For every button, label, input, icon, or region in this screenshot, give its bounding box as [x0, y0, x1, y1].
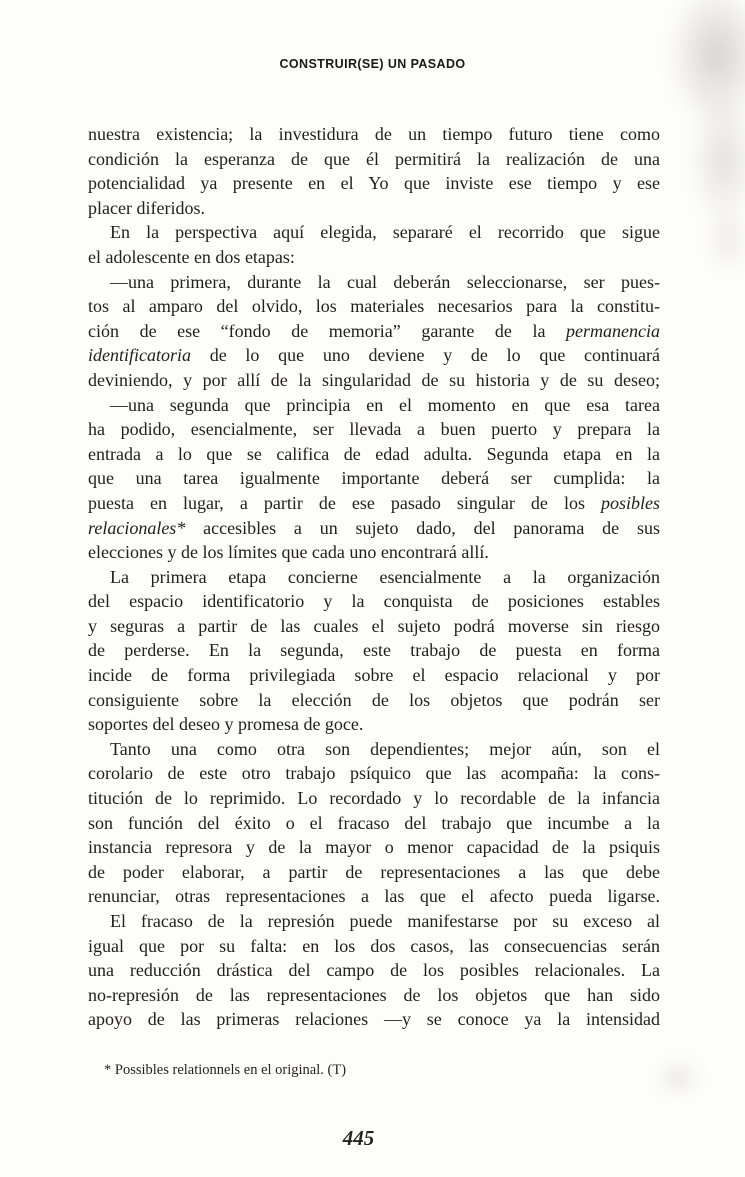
text-line	[88, 983, 660, 1008]
text-run: —una segunda que principia en el momento en que esa tarea	[110, 394, 660, 415]
text-line	[88, 368, 660, 393]
text-run: de lo que uno deviene y de lo que continuará	[191, 345, 660, 366]
text-run: elecciones y de los límites que cada uno encontrará allí.	[88, 542, 489, 563]
scan-artifact	[655, 1058, 701, 1098]
text-line	[88, 540, 660, 565]
text-run: En la perspectiva aquí elegida, separaré el recorrido que sigue	[110, 222, 660, 243]
scan-artifact	[689, 90, 745, 230]
text-run: nuestra existencia; la investidura de un tiempo futuro tiene como	[88, 124, 660, 144]
text-run: ha podido, esencialmente, ser llevada a buen puerto y prepara la	[88, 419, 660, 440]
text-line	[88, 688, 660, 713]
text-line	[88, 835, 660, 860]
text-run: potencialidad ya presente en el Yo que inviste ese tiempo y ese	[88, 173, 660, 194]
text-run: entrada a lo que se califica de edad adulta. Segunda etapa en la	[88, 443, 660, 464]
text-run: no-represión de las representaciones de los objetos que han sido	[88, 984, 660, 1005]
italic-text-run: identificatoria	[88, 345, 191, 366]
text-line	[88, 786, 660, 811]
text-run: soportes del deseo y promesa de goce.	[88, 714, 364, 735]
text-line	[88, 958, 660, 983]
text-line	[88, 1007, 660, 1032]
text-line	[88, 442, 660, 467]
text-line	[88, 466, 660, 491]
text-run: El fracaso de la represión puede manifestarse por su exceso al	[110, 911, 660, 931]
text-line	[88, 220, 660, 245]
text-run: placer diferidos.	[88, 197, 205, 218]
footnote: * Possibles relationnels en el original. (T)	[104, 1062, 347, 1078]
text-line	[88, 737, 660, 762]
text-line	[88, 196, 660, 221]
text-line	[88, 934, 660, 959]
page-body	[88, 122, 660, 1032]
text-run: una reducción drástica del campo de los posibles relacionales. La	[88, 960, 660, 981]
text-line	[88, 638, 660, 663]
text-run: Tanto una como otra son dependientes; mejor aún, son el	[110, 738, 660, 759]
running-header: CONSTRUIR(SE) UN PASADO	[279, 57, 466, 71]
text-run: accesibles a un sujeto dado, del panorama de sus	[185, 517, 660, 538]
text-run: deviniendo, y por allí de la singularidad de su historia y de su deseo;	[88, 369, 660, 390]
text-run: el adolescente en dos etapas:	[88, 246, 295, 267]
text-run: son función del éxito o el fracaso del trabajo que incumbe a la	[88, 812, 660, 833]
text-line	[88, 319, 660, 344]
text-run: de perderse. En la segunda, este trabajo de puesta en forma	[88, 640, 660, 661]
text-line	[88, 343, 660, 368]
text-line	[88, 712, 660, 737]
text-run: del espacio identificatorio y la conquista de posiciones estables	[88, 591, 660, 612]
text-run: ción de ese “fondo de memoria” garante de la	[88, 320, 567, 341]
text-line	[88, 294, 660, 319]
text-line	[88, 393, 660, 418]
italic-text-run: posibles	[600, 492, 660, 513]
text-run: igual que por su falta: en los dos casos, las consecuencias serán	[88, 935, 660, 956]
text-run: titución de lo reprimido. Lo recordado y lo recordable de la infancia	[88, 788, 660, 809]
scan-artifact	[705, 205, 745, 275]
text-line	[88, 884, 660, 909]
text-line	[88, 417, 660, 442]
text-run: La primera etapa concierne esencialmente a la organización	[110, 566, 660, 587]
text-line	[88, 614, 660, 639]
text-line	[88, 491, 660, 516]
text-run: apoyo de las primeras relaciones —y se conoce ya la intensidad	[88, 1009, 660, 1030]
text-line	[88, 860, 660, 885]
text-line	[88, 270, 660, 295]
text-run: condición la esperanza de que él permitirá la realización de una	[88, 148, 660, 169]
text-line	[88, 147, 660, 172]
text-line	[88, 663, 660, 688]
text-line	[88, 122, 660, 147]
italic-text-run: relacionales*	[88, 517, 186, 538]
text-line	[88, 811, 660, 836]
text-run: consiguiente sobre la elección de los objetos que podrán ser	[88, 689, 660, 710]
text-run: incide de forma privilegiada sobre el espacio relacional y por	[88, 665, 660, 686]
text-line	[88, 589, 660, 614]
page-number: 445	[342, 1126, 375, 1150]
text-run: que una tarea igualmente importante deberá ser cumplida: la	[88, 468, 660, 489]
text-run: instancia represora y de la mayor o menor capacidad de la psiquis	[88, 837, 660, 858]
text-run: de poder elaborar, a partir de representaciones a las que debe	[88, 861, 660, 882]
text-line	[88, 171, 660, 196]
italic-text-run: permanencia	[566, 320, 660, 341]
text-line	[88, 516, 660, 541]
text-run: puesta en lugar, a partir de ese pasado singular de los	[88, 492, 601, 513]
text-line	[88, 565, 660, 590]
text-run: —una primera, durante la cual deberán seleccionarse, ser pues-	[110, 271, 660, 292]
text-run: renunciar, otras representaciones a las que el afecto pueda ligarse.	[88, 886, 660, 907]
text-run: y seguras a partir de las cuales el sujeto podrá moverse sin riesgo	[88, 615, 660, 636]
text-run: corolario de este otro trabajo psíquico que las acompaña: la cons-	[88, 763, 660, 784]
text-line	[88, 761, 660, 786]
text-line	[88, 245, 660, 270]
text-line	[88, 909, 660, 934]
text-run: tos al amparo del olvido, los materiales necesarios para la constitu-	[88, 296, 660, 317]
